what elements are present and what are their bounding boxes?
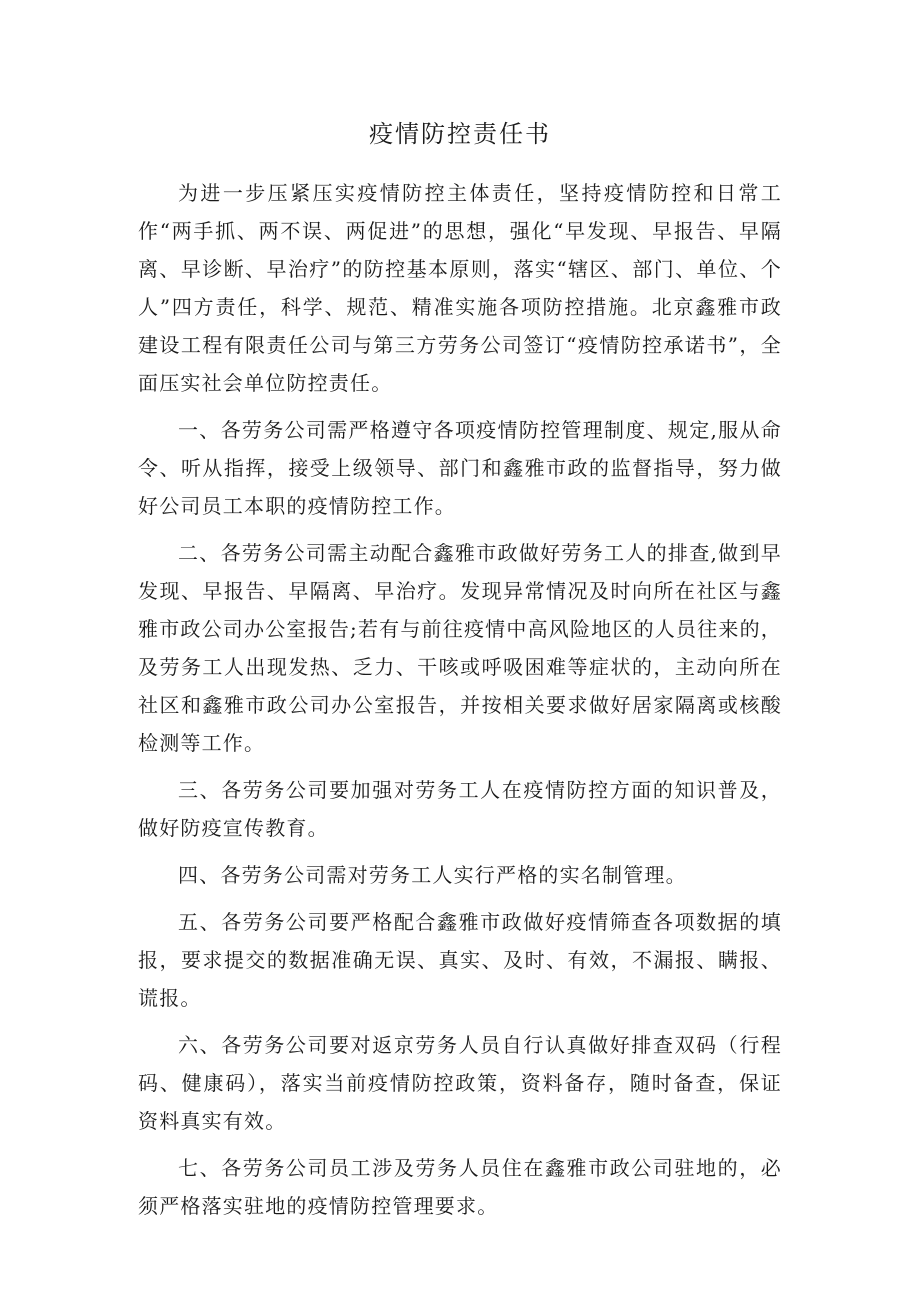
clause-2-paragraph: 二、各劳务公司需主动配合鑫雅市政做好劳务工人的排查,做到早发现、早报告、早隔离、早治疗。发现异常情况及时向所在社区与鑫雅市政公司办公室报告;若有与前往疫情中高风险地区的人员往来的，及劳务工人出现发热、乏力、干咳或呼吸困难等症状的，主动向所在社区和鑫雅市政公司办公室报告，并按相关要求做好居家隔离或核酸检测等工作。 bbox=[138, 541, 782, 755]
clause-5-paragraph: 五、各劳务公司要严格配合鑫雅市政做好疫情筛查各项数据的填报，要求提交的数据准确无误、真实、及时、有效，不漏报、瞒报、谎报。 bbox=[138, 910, 782, 1010]
clause-4-paragraph: 四、各劳务公司需对劳务工人实行严格的实名制管理。 bbox=[178, 863, 687, 887]
clause-7-paragraph: 七、各劳务公司员工涉及劳务人员住在鑫雅市政公司驻地的，必须严格落实驻地的疫情防控管理要求。 bbox=[138, 1156, 782, 1218]
clause-3-paragraph: 三、各劳务公司要加强对劳务工人在疫情防控方面的知识普及，做好防疫宣传教育。 bbox=[138, 778, 782, 840]
document-title: 疫情防控责任书 bbox=[369, 120, 551, 148]
clause-1-paragraph: 一、各劳务公司需严格遵守各项疫情防控管理制度、规定,服从命令、听从指挥，接受上级领导、部门和鑫雅市政的监督指导，努力做好公司员工本职的疫情防控工作。 bbox=[138, 418, 782, 518]
clause-6-paragraph: 六、各劳务公司要对返京劳务人员自行认真做好排查双码（行程码、健康码），落实当前疫情防控政策，资料备存，随时备查，保证资料真实有效。 bbox=[138, 1033, 782, 1133]
intro-paragraph: 为进一步压紧压实疫情防控主体责任，坚持疫情防控和日常工作“两手抓、两不误、两促进”的思想，强化“早发现、早报告、早隔离、早诊断、早治疗”的防控基本原则，落实“辖区、部门、单位、个人”四方责任，科学、规范、精准实施各项防控措施。北京鑫雅市政建设工程有限责任公司与第三方劳务公司签订“疫情防控承诺书”，全面压实社会单位防控责任。 bbox=[138, 181, 782, 395]
